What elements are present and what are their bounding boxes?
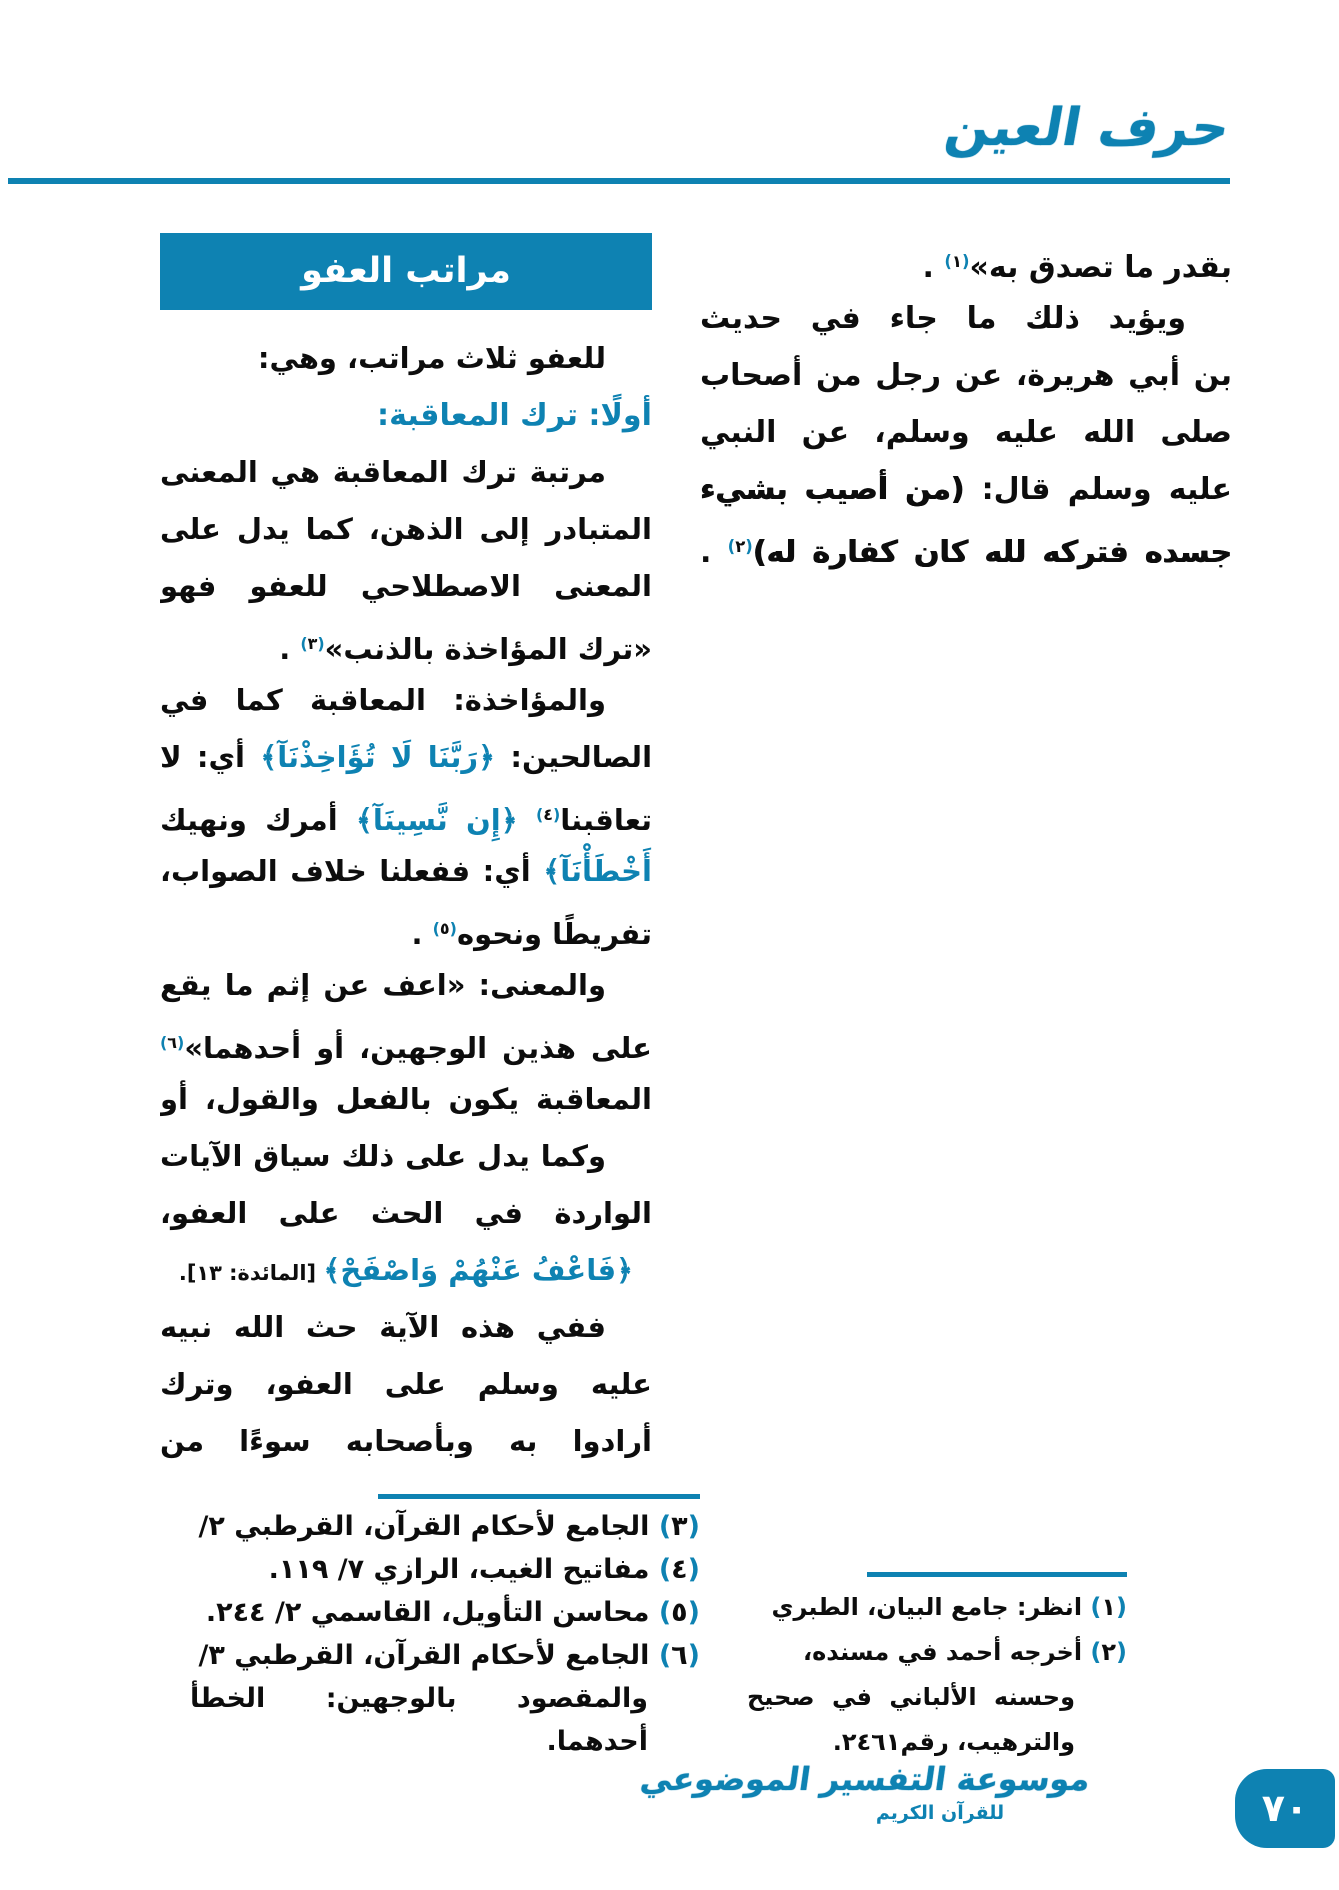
publisher-logo xyxy=(638,1760,1093,1824)
text-line xyxy=(190,1505,700,1548)
text-line xyxy=(160,1185,652,1242)
text-line xyxy=(160,387,652,444)
text-run: ويؤيد ذلك ما جاء في حديث xyxy=(700,301,1186,336)
page-number: ٧٠ xyxy=(1261,1786,1309,1830)
footnote-marker: ( xyxy=(553,805,561,824)
text-run: على هذين الوجهين، أو أحدهما» xyxy=(184,1030,652,1065)
chapter-heading-box xyxy=(160,233,652,310)
text-line xyxy=(160,672,652,729)
text-run: تفريطًا ونحوه xyxy=(456,916,652,951)
publisher-logo-title: موسوعة التفسير الموضوعي xyxy=(638,1760,1093,1798)
text-run xyxy=(518,803,536,837)
text-line xyxy=(160,558,652,615)
text-line xyxy=(190,1634,700,1677)
footnote-marker: ٤ xyxy=(543,805,553,824)
text-run: للعفو ثلاث مراتب، وهي: xyxy=(257,341,606,375)
quran-text: ) xyxy=(1090,1638,1102,1666)
text-run: أرادوا به وبأصحابه سوءًا من xyxy=(160,1424,652,1458)
text-run: والمؤاخذة: المعاقبة كما في xyxy=(160,683,606,717)
text-line xyxy=(700,518,1232,575)
text-run: عليه وسلم قال: xyxy=(964,472,1232,507)
text-run: ففي هذه الآية حث الله نبيه xyxy=(160,1310,606,1344)
text-line xyxy=(747,1720,1127,1765)
text-run: عليه وسلم على العفو، وترك xyxy=(160,1367,652,1401)
text-line xyxy=(160,1242,652,1299)
text-run: تعاقبنا xyxy=(560,802,652,837)
text-run: والمعنى: «اعف عن إثم ما يقع xyxy=(160,968,606,1002)
text-line xyxy=(700,233,1232,290)
text-line xyxy=(160,1071,652,1128)
text-line xyxy=(160,1413,652,1470)
footnote-marker: ٣ xyxy=(307,634,318,653)
text-run: انظر: جامع البيان، الطبري xyxy=(771,1593,1083,1621)
running-head-calligraphy: حرف العين xyxy=(940,98,1235,158)
text-run: وحسنه الألباني في صحيح xyxy=(747,1683,1075,1711)
text-line xyxy=(160,615,652,672)
footnote-marker: ) xyxy=(535,805,544,824)
quran-text: ( xyxy=(1116,1638,1127,1666)
text-line xyxy=(160,1014,652,1071)
quran-text: ) xyxy=(658,1511,672,1542)
quran-text: ( xyxy=(1116,1593,1127,1621)
text-run: ٢ xyxy=(1101,1638,1117,1666)
text-line xyxy=(160,444,652,501)
footnote-marker: ) xyxy=(300,634,308,653)
text-run: المتبادر إلى الذهن، كما يدل على xyxy=(160,512,652,546)
left-column xyxy=(160,330,652,1470)
text-run: أي: ففعلنا خلاف الصواب، xyxy=(160,854,544,888)
text-run: الجامع لأحكام القرآن، القرطبي ٢/ xyxy=(198,1511,650,1542)
text-line xyxy=(747,1675,1127,1720)
footnote-marker: ( xyxy=(449,919,457,938)
publisher-logo-subtitle: للقرآن الكريم xyxy=(875,1802,1005,1824)
footnote-marker: ٦ xyxy=(167,1033,178,1052)
footnote-marker: ( xyxy=(745,537,753,556)
chapter-heading-title: مراتب العفو xyxy=(301,251,511,291)
text-line xyxy=(160,1299,652,1356)
footnote-separator-right xyxy=(867,1572,1127,1577)
text-line xyxy=(700,461,1232,518)
footnote-marker: ٥ xyxy=(439,919,450,938)
text-line xyxy=(700,290,1232,347)
text-line xyxy=(747,1585,1127,1630)
quran-text: أَخْطَأْنَآ﴾ xyxy=(543,854,652,888)
page-number-badge xyxy=(1235,1769,1335,1848)
footnote-marker: ) xyxy=(432,919,440,938)
text-line xyxy=(190,1548,700,1591)
text-run: المعنى الاصطلاحي للعفو فهو xyxy=(160,569,652,603)
footnote-marker: ) xyxy=(160,1033,168,1052)
quran-text: ) xyxy=(658,1597,672,1628)
text-run: أحدهما. xyxy=(546,1726,648,1757)
footnotes-right xyxy=(747,1585,1127,1765)
text-run: ٥ xyxy=(671,1597,688,1628)
text-line xyxy=(160,501,652,558)
quran-text: ) xyxy=(658,1554,672,1585)
text-run: . xyxy=(700,535,728,571)
text-run: مرتبة ترك المعاقبة هي المعنى xyxy=(160,455,606,489)
text-line xyxy=(700,347,1232,404)
text-line xyxy=(160,729,652,786)
text-run: ١ xyxy=(1101,1593,1117,1621)
quran-text: ﴿فَاعْفُ عَنْهُمْ وَاصْفَحْ﴾ xyxy=(323,1253,634,1287)
text-run: مفاتيح الغيب، الرازي ٧/ ١١٩. xyxy=(268,1554,659,1585)
text-run: (من أصيب بشيء xyxy=(700,472,965,507)
text-line xyxy=(160,843,652,900)
text-line xyxy=(160,1356,652,1413)
text-run: والترهيب، رقم٢٤٦١. xyxy=(832,1728,1075,1756)
footnote-marker: ( xyxy=(962,252,970,271)
text-run: الصالحين: xyxy=(495,740,652,774)
text-run: المعاقبة يكون بالفعل والقول، أو xyxy=(160,1082,652,1116)
quran-text: ( xyxy=(687,1554,700,1585)
text-run: . xyxy=(922,250,945,286)
verse-reference: [المائدة: ١٣]. xyxy=(178,1261,324,1285)
text-line xyxy=(747,1630,1127,1675)
text-line xyxy=(700,404,1232,461)
quran-text: ) xyxy=(658,1640,672,1671)
quran-text: ﴿إِن نَّسِينَآ﴾ xyxy=(355,802,518,837)
footnote-separator-left xyxy=(378,1494,700,1499)
text-run: أي: لا xyxy=(160,740,261,774)
text-run: الواردة في الحث على العفو، xyxy=(160,1196,652,1230)
quran-text: ( xyxy=(687,1511,700,1542)
footnote-marker: ( xyxy=(317,634,325,653)
text-line xyxy=(160,900,652,957)
footnote-marker: ) xyxy=(944,252,952,271)
text-line xyxy=(190,1677,700,1720)
text-run: وكما يدل على ذلك سياق الآيات xyxy=(160,1139,606,1173)
footnotes-left xyxy=(190,1505,700,1763)
text-run: ٦ xyxy=(671,1640,688,1671)
text-run: . xyxy=(411,916,433,951)
text-run: بقدر ما تصدق به» xyxy=(969,250,1232,286)
text-line xyxy=(160,786,652,843)
header-rule xyxy=(8,178,1230,184)
text-run: بن أبي هريرة، عن رجل من أصحاب xyxy=(700,358,1232,393)
text-run: صلى الله عليه وسلم، عن النبي xyxy=(700,415,1232,450)
text-line xyxy=(160,1128,652,1185)
text-run: ٤ xyxy=(671,1554,688,1585)
text-run: جسده فتركه لله كان كفارة له) xyxy=(752,535,1232,571)
text-run: أمرك ونهيك xyxy=(160,802,356,837)
text-line xyxy=(160,957,652,1014)
text-run: . xyxy=(279,631,301,666)
text-run: أخرجه أحمد في مسنده، xyxy=(802,1638,1083,1666)
right-column xyxy=(700,233,1232,575)
quran-text: ( xyxy=(687,1597,700,1628)
text-run: الجامع لأحكام القرآن، القرطبي ٣/ xyxy=(198,1640,650,1671)
quran-text: ) xyxy=(1090,1593,1102,1621)
footnote-marker: ١ xyxy=(951,252,962,271)
text-run: «ترك المؤاخذة بالذنب» xyxy=(324,631,652,666)
text-run: ٣ xyxy=(671,1511,688,1542)
quran-text: أولًا: ترك المعاقبة: xyxy=(377,398,652,433)
quran-text: ( xyxy=(687,1640,700,1671)
text-run: والمقصود بالوجهين: الخطأ xyxy=(190,1683,648,1714)
text-line xyxy=(190,1591,700,1634)
text-run: محاسن التأويل، القاسمي ٢/ ٢٤٤. xyxy=(205,1597,659,1628)
footnote-marker: ( xyxy=(177,1033,185,1052)
footnote-marker: ٢ xyxy=(735,537,746,556)
text-line xyxy=(190,1720,700,1763)
quran-text: ﴿رَبَّنَا لَا تُؤَاخِذْنَآ﴾ xyxy=(260,740,496,774)
text-line xyxy=(160,330,652,387)
footnote-marker: ) xyxy=(727,537,736,556)
